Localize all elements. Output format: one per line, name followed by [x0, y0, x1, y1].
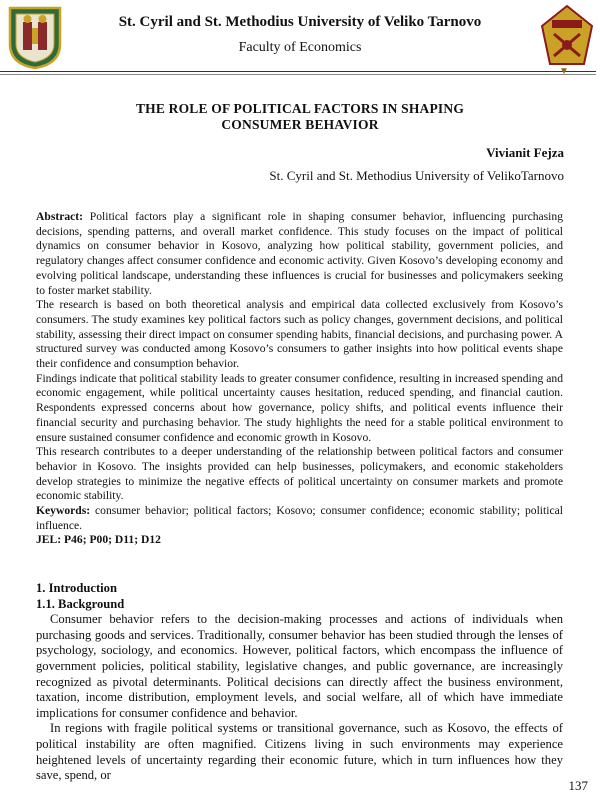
body-paragraph-1: Consumer behavior refers to the decision-making processes and actions of individuals when purchasing goods and services. Traditionally, consumer behavior has been studied through the lenses of psychology, sociology, and economics. However, political factors, which encompass the influence of government policies, political stability, legislative changes, and public governance, are increasingly recognized as pivotal determinants. Political decisions can directly affect the business environment, taxation, income distribution, employment levels, and social welfare, all of which have immediate implications for consumer confidence and behavior.: [36, 612, 563, 720]
author-name: Vivianit Fejza: [486, 145, 564, 160]
jel-codes: P46; P00; D11; D12: [64, 533, 161, 547]
faculty-name: Faculty of Economics: [238, 40, 362, 55]
title-line-1: THE ROLE OF POLITICAL FACTORS IN SHAPING: [135, 101, 465, 116]
page-header: [0, 0, 600, 76]
author-affiliation: St. Cyril and St. Methodius University of VelikoTarnovo: [269, 168, 564, 183]
body-paragraph-2: In regions with fragile political systems or transitional governance, such as Kosovo, the effects of political instability are often magnified. Citizens living in such environments may experience heightened levels of uncertainty regarding their economic future, which in turn influences how they save, spend, or: [36, 721, 563, 783]
keywords-line: [36, 504, 563, 533]
introduction-section: [36, 581, 563, 784]
abstract-paragraph-1: [36, 210, 563, 298]
subsection-heading: 1.1. Background: [36, 596, 125, 611]
page-number: 137: [568, 778, 588, 793]
keywords-label: Keywords:: [36, 504, 91, 518]
jel-label: JEL:: [36, 533, 62, 547]
abstract-paragraph-4: This research contributes to a deeper understanding of the relationship between political factors and consumer behavior in Kosovo. The insights provided can help businesses, policymakers, and economic stakeholders develop strategies to minimize the negative effects of political uncertainty on consumer markets and promote economic stability.: [36, 445, 563, 503]
abstract-label: Abstract:: [36, 210, 84, 223]
header-divider: [0, 71, 596, 72]
paper-title: [60, 101, 540, 133]
abstract-paragraph-3: Findings indicate that political stability leads to greater consumer confidence, resulting in increased spending and economic engagement, while political uncertainty causes hesitation, reduced spending, and financial caution. Respondents expressed concerns about how governance, policy shifts, and political events influence their financial security and purchasing behavior. The study highlights the need for a stable political environment to ensure sustained consumer confidence and economic growth in Kosovo.: [36, 371, 563, 444]
abstract-paragraph-2: The research is based on both theoretical analysis and empirical data collected exclusively from Kosovo’s consumers. The study examines key political factors such as policy changes, government decisions, and political stability, assessing their direct impact on consumer spending habits, financial decisions, and purchasing power. A structured survey was conducted among Kosovo’s consumers to gather insights into how political events shape their confidence and consumption behavior.: [36, 298, 563, 371]
chevron-down-icon: ▼: [559, 66, 569, 77]
abstract-block: [36, 210, 563, 548]
university-name: St. Cyril and St. Methodius University of Veliko Tarnovo: [118, 14, 482, 30]
jel-line: [36, 533, 563, 548]
faculty-emblem-logo: [540, 4, 594, 66]
abstract-text-1: Political factors play a significant role in shaping consumer behavior, influencing purchasing decisions, spending patterns, and overall market confidence. This study focuses on the impact of political dynamics on consumer behavior in Kosovo, analyzing how political stability, government policies, and regulatory changes affect consumer confidence and economic activity. Given Kosovo’s developing economy and evolving political landscape, understanding these influences is crucial for businesses and policymakers seeking to foster market stability.: [36, 210, 563, 297]
header-divider-secondary: [0, 74, 596, 75]
university-seal-logo: [6, 4, 64, 70]
section-heading: 1. Introduction: [36, 581, 117, 595]
keywords-text: consumer behavior; political factors; Kosovo; consumer confidence; economic stability; political influence.: [36, 504, 563, 532]
title-line-2: CONSUMER BEHAVIOR: [221, 117, 379, 132]
